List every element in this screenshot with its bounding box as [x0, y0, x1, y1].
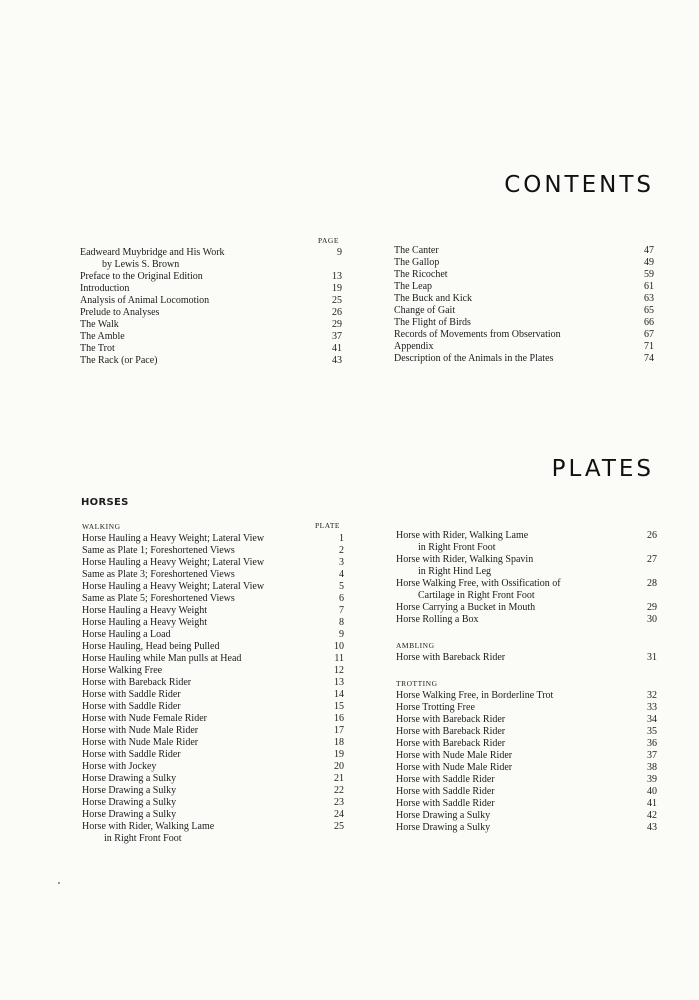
- entry-number: 40: [647, 786, 657, 797]
- toc-entry: [82, 569, 344, 581]
- toc-entry: [80, 247, 342, 259]
- toc-entry: [82, 641, 344, 653]
- toc-entry: [82, 677, 344, 689]
- toc-entry: [396, 822, 657, 834]
- toc-entry: [82, 653, 344, 665]
- entry-number: 32: [647, 690, 657, 701]
- entry-title: Horse with Saddle Rider: [82, 689, 181, 700]
- entry-number: 23: [334, 797, 344, 808]
- toc-entry: [82, 533, 344, 545]
- toc-entry: [80, 307, 342, 319]
- entry-title: Horse Carrying a Bucket in Mouth: [396, 602, 536, 613]
- toc-entry: [396, 702, 657, 714]
- toc-entry: [396, 762, 657, 774]
- entry-number: 8: [339, 617, 344, 628]
- toc-entry: [82, 725, 344, 737]
- entry-number: 9: [337, 247, 342, 258]
- entry-number: 25: [332, 295, 342, 306]
- entry-title: Horse Walking Free: [82, 665, 163, 676]
- toc-entry: [82, 773, 344, 785]
- entry-title: Horse with Nude Female Rider: [82, 713, 207, 724]
- plate-column-header: PLATE: [315, 521, 340, 530]
- entry-title: Horse Hauling a Load: [82, 629, 171, 640]
- entry-title: The Leap: [394, 281, 433, 292]
- entry-number: 47: [644, 245, 654, 256]
- entry-title: Prelude to Analyses: [80, 307, 160, 318]
- entry-title: Horse Hauling while Man pulls at Head: [82, 653, 242, 664]
- entry-number: 28: [647, 578, 657, 589]
- toc-entry: [82, 809, 344, 821]
- entry-title: The Walk: [80, 319, 119, 330]
- entry-number: 35: [647, 726, 657, 737]
- plates-trotting: [396, 690, 657, 834]
- entry-number: 10: [334, 641, 344, 652]
- page-speck: [58, 882, 60, 884]
- entry-title: Horse with Saddle Rider: [82, 701, 181, 712]
- page-column-header: PAGE: [318, 236, 339, 245]
- entry-title: Change of Gait: [394, 305, 456, 316]
- entry-title: The Canter: [394, 245, 439, 256]
- entry-title: Horse with Saddle Rider: [396, 798, 495, 809]
- entry-number: 34: [647, 714, 657, 725]
- entry-title: The Ricochet: [394, 269, 448, 280]
- entry-title: Cartilage in Right Front Foot: [418, 590, 535, 601]
- entry-title: Preface to the Original Edition: [80, 271, 203, 282]
- entry-title: Same as Plate 1; Foreshortened Views: [82, 545, 235, 556]
- entry-number: 42: [647, 810, 657, 821]
- entry-title: Description of the Animals in the Plates: [394, 353, 554, 364]
- toc-entry: [80, 295, 342, 307]
- toc-entry: [80, 343, 342, 355]
- entry-title: in Right Front Foot: [104, 833, 182, 844]
- entry-number: 26: [647, 530, 657, 541]
- entry-number: 15: [334, 701, 344, 712]
- entry-number: 36: [647, 738, 657, 749]
- entry-title: Horse Drawing a Sulky: [396, 822, 491, 833]
- walking-label: WALKING: [82, 522, 121, 531]
- entry-number: 5: [339, 581, 344, 592]
- toc-entry: [396, 798, 657, 810]
- toc-entry: [396, 690, 657, 702]
- entry-title: Horse Drawing a Sulky: [82, 785, 177, 796]
- contents-right-column: [394, 245, 654, 365]
- entry-title: Records of Movements from Observation: [394, 329, 561, 340]
- toc-entry: [396, 714, 657, 726]
- entry-number: 6: [339, 593, 344, 604]
- entry-title: Horse with Bareback Rider: [396, 726, 506, 737]
- entry-number: 27: [647, 554, 657, 565]
- entry-title: Eadweard Muybridge and His Work: [80, 247, 225, 258]
- entry-title: Horse Walking Free, in Borderline Trot: [396, 690, 554, 701]
- toc-entry: [396, 810, 657, 822]
- toc-entry: [80, 331, 342, 343]
- entry-title: Horse with Saddle Rider: [396, 786, 495, 797]
- toc-entry: [396, 726, 657, 738]
- entry-number: 41: [332, 343, 342, 354]
- entry-number: 67: [644, 329, 654, 340]
- entry-number: 14: [334, 689, 344, 700]
- toc-entry: [396, 566, 657, 578]
- toc-entry: [80, 271, 342, 283]
- entry-title: The Amble: [80, 331, 125, 342]
- toc-entry: [82, 689, 344, 701]
- entry-number: 13: [334, 677, 344, 688]
- toc-entry: [394, 281, 654, 293]
- entry-title: Horse with Rider, Walking Spavin: [396, 554, 534, 565]
- toc-entry: [82, 833, 344, 845]
- entry-title: Horse with Jockey: [82, 761, 157, 772]
- toc-entry: [82, 701, 344, 713]
- toc-entry: [82, 629, 344, 641]
- toc-entry: [396, 542, 657, 554]
- toc-entry: [82, 557, 344, 569]
- toc-entry: [82, 713, 344, 725]
- entry-number: 1: [339, 533, 344, 544]
- entry-number: 29: [647, 602, 657, 613]
- entry-number: 74: [644, 353, 654, 364]
- toc-entry: [82, 785, 344, 797]
- entry-title: Same as Plate 3; Foreshortened Views: [82, 569, 235, 580]
- entry-number: 20: [334, 761, 344, 772]
- toc-entry: [396, 590, 657, 602]
- entry-number: 29: [332, 319, 342, 330]
- plates-right-walking: [396, 530, 657, 626]
- entry-number: 59: [644, 269, 654, 280]
- entry-title: Horse Trotting Free: [396, 702, 475, 713]
- entry-title: Horse Drawing a Sulky: [396, 810, 491, 821]
- entry-title: The Rack (or Pace): [80, 355, 158, 366]
- entry-number: 37: [332, 331, 342, 342]
- toc-entry: [394, 305, 654, 317]
- entry-title: The Flight of Birds: [394, 317, 471, 328]
- ambling-label: AMBLING: [396, 641, 435, 650]
- entry-number: 63: [644, 293, 654, 304]
- toc-entry: [82, 605, 344, 617]
- toc-entry: [394, 317, 654, 329]
- entry-number: 41: [647, 798, 657, 809]
- toc-entry: [396, 530, 657, 542]
- entry-title: Horse with Bareback Rider: [396, 652, 506, 663]
- toc-entry: [396, 554, 657, 566]
- toc-entry: [394, 341, 654, 353]
- entry-title: Horse Rolling a Box: [396, 614, 479, 625]
- entry-title: Horse Drawing a Sulky: [82, 809, 177, 820]
- entry-title: Horse with Saddle Rider: [396, 774, 495, 785]
- entry-number: 13: [332, 271, 342, 282]
- entry-number: 39: [647, 774, 657, 785]
- entry-title: Horse Hauling a Heavy Weight; Lateral View: [82, 533, 265, 544]
- entry-number: 26: [332, 307, 342, 318]
- entry-title: Horse with Saddle Rider: [82, 749, 181, 760]
- toc-entry: [82, 749, 344, 761]
- toc-entry: [80, 283, 342, 295]
- plates-left-column: [82, 533, 344, 845]
- entry-title: Horse Hauling a Heavy Weight: [82, 617, 208, 628]
- entry-title: Horse with Rider, Walking Lame: [396, 530, 529, 541]
- entry-number: 16: [334, 713, 344, 724]
- toc-entry: [82, 665, 344, 677]
- entry-number: 43: [647, 822, 657, 833]
- toc-entry: [396, 786, 657, 798]
- entry-title: Analysis of Animal Locomotion: [80, 295, 210, 306]
- section-horses: HORSES: [81, 497, 129, 508]
- entry-number: 33: [647, 702, 657, 713]
- toc-entry: [82, 581, 344, 593]
- entry-number: 18: [334, 737, 344, 748]
- entry-number: 24: [334, 809, 344, 820]
- toc-entry: [396, 750, 657, 762]
- entry-title: Introduction: [80, 283, 130, 294]
- entry-number: 31: [647, 652, 657, 663]
- toc-entry: [82, 617, 344, 629]
- entry-number: 4: [339, 569, 344, 580]
- entry-title: Horse with Bareback Rider: [396, 714, 506, 725]
- toc-entry: [394, 293, 654, 305]
- toc-entry: [394, 245, 654, 257]
- entry-title: Horse with Bareback Rider: [396, 738, 506, 749]
- toc-entry: [82, 737, 344, 749]
- entry-title: Same as Plate 5; Foreshortened Views: [82, 593, 235, 604]
- entry-title: Horse with Nude Male Rider: [82, 737, 199, 748]
- toc-entry: [394, 257, 654, 269]
- toc-entry: [80, 355, 342, 367]
- entry-number: 19: [334, 749, 344, 760]
- entry-number: 65: [644, 305, 654, 316]
- entry-title: The Trot: [80, 343, 115, 354]
- entry-title: Horse Hauling a Heavy Weight; Lateral View: [82, 581, 265, 592]
- entry-title: Horse with Bareback Rider: [82, 677, 192, 688]
- entry-number: 3: [339, 557, 344, 568]
- toc-entry: [396, 774, 657, 786]
- entry-title: Horse Hauling a Heavy Weight: [82, 605, 208, 616]
- plates-ambling: [396, 652, 657, 664]
- toc-entry: [396, 614, 657, 626]
- toc-entry: [396, 602, 657, 614]
- plates-title: PLATES: [551, 456, 654, 482]
- entry-title: Horse Drawing a Sulky: [82, 773, 177, 784]
- contents-title: CONTENTS: [504, 172, 654, 198]
- entry-title: Horse Hauling, Head being Pulled: [82, 641, 220, 652]
- toc-entry: [82, 821, 344, 833]
- entry-number: 66: [644, 317, 654, 328]
- entry-number: 38: [647, 762, 657, 773]
- entry-title: Horse Hauling a Heavy Weight; Lateral View: [82, 557, 265, 568]
- plates-right-column: [396, 530, 657, 834]
- entry-number: 12: [334, 665, 344, 676]
- entry-number: 7: [339, 605, 344, 616]
- entry-title: Appendix: [394, 341, 434, 352]
- entry-number: 37: [647, 750, 657, 761]
- entry-number: 49: [644, 257, 654, 268]
- entry-title: Horse with Rider, Walking Lame: [82, 821, 215, 832]
- toc-entry: [82, 545, 344, 557]
- entry-title: in Right Hind Leg: [418, 566, 492, 577]
- entry-title: Horse Drawing a Sulky: [82, 797, 177, 808]
- entry-number: 17: [334, 725, 344, 736]
- toc-entry: [394, 329, 654, 341]
- toc-entry: [82, 593, 344, 605]
- entry-title: The Buck and Kick: [394, 293, 473, 304]
- toc-entry: [80, 319, 342, 331]
- toc-entry: [80, 259, 342, 271]
- toc-entry: [396, 738, 657, 750]
- entry-number: 2: [339, 545, 344, 556]
- entry-number: 25: [334, 821, 344, 832]
- entry-number: 71: [644, 341, 654, 352]
- entry-number: 61: [644, 281, 654, 292]
- entry-number: 11: [334, 653, 344, 664]
- entry-number: 9: [339, 629, 344, 640]
- entry-number: 22: [334, 785, 344, 796]
- contents-left-column: [80, 247, 342, 367]
- toc-entry: [82, 761, 344, 773]
- entry-title: The Gallop: [394, 257, 440, 268]
- toc-entry: [394, 353, 654, 365]
- entry-title: by Lewis S. Brown: [102, 259, 180, 270]
- entry-number: 19: [332, 283, 342, 294]
- entry-title: Horse with Nude Male Rider: [396, 762, 513, 773]
- trotting-label: TROTTING: [396, 679, 438, 688]
- toc-entry: [82, 797, 344, 809]
- toc-entry: [394, 269, 654, 281]
- entry-number: 30: [647, 614, 657, 625]
- entry-title: Horse with Nude Male Rider: [82, 725, 199, 736]
- entry-title: in Right Front Foot: [418, 542, 496, 553]
- entry-title: Horse with Nude Male Rider: [396, 750, 513, 761]
- toc-entry: [396, 578, 657, 590]
- entry-number: 21: [334, 773, 344, 784]
- entry-number: 43: [332, 355, 342, 366]
- entry-title: Horse Walking Free, with Ossification of: [396, 578, 561, 589]
- toc-entry: [396, 652, 657, 664]
